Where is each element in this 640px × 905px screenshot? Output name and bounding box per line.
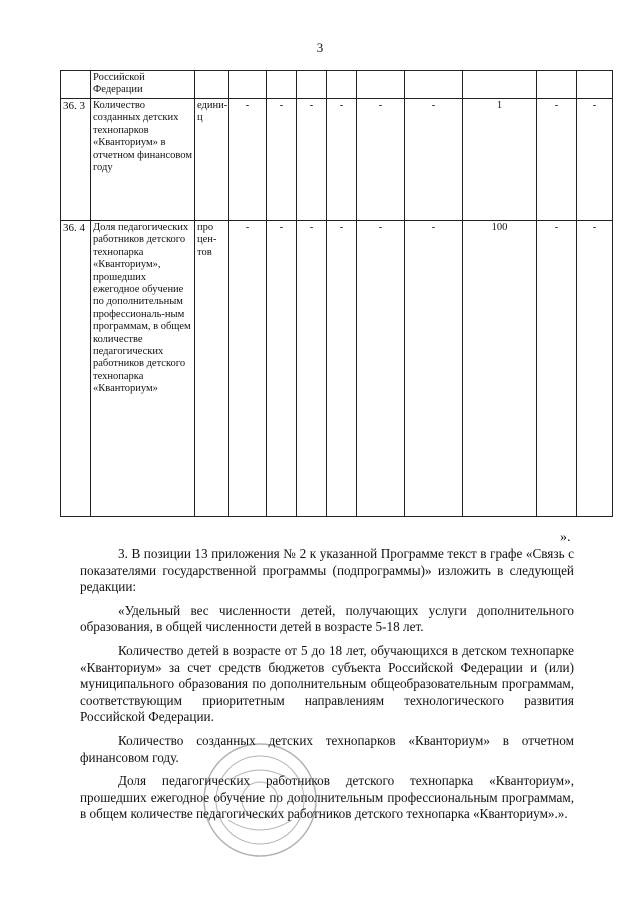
table-cell-name: Доля педагогических работников детского технопарка «Кванториум», прошедших ежегодное обучение по дополнительным профессиональ-ным программам, в общем количестве педагогических работников детского технопарка «Кванториум»: [91, 221, 195, 517]
table-cell-number: 36. 4: [61, 221, 91, 517]
table-cell-value: 100: [463, 221, 537, 517]
table-cell-value: -: [405, 221, 463, 517]
indicators-table: [60, 70, 613, 517]
table-cell-value: -: [327, 221, 357, 517]
table-cell-value: -: [297, 221, 327, 517]
table-cell-value: -: [577, 221, 613, 517]
paragraph: «Удельный вес численности детей, получающих услуги дополнительного образования, в общей численности детей в возрасте 5-18 лет.: [80, 602, 574, 635]
table-cell-value: 1: [463, 99, 537, 221]
table-cell-name: Российской Федерации: [91, 71, 195, 99]
table-cell-value: -: [577, 99, 613, 221]
table-cell-value: -: [405, 99, 463, 221]
table-cell-number: 36. 3: [61, 99, 91, 221]
table-cell-value: -: [267, 99, 297, 221]
table-cell-value: -: [267, 221, 297, 517]
table-row: [61, 221, 613, 517]
table-cell-value: -: [357, 221, 405, 517]
table-cell-unit: про цен-тов: [195, 221, 229, 517]
table-cell-value: -: [537, 99, 577, 221]
table-cell-value: -: [327, 99, 357, 221]
paragraph: 3. В позиции 13 приложения № 2 к указанной Программе текст в графе «Связь с показателями государственной программы (подпрограммы)» изложить в следующей редакции:: [80, 546, 574, 595]
table-cell-value: -: [357, 99, 405, 221]
table-cell-value: -: [297, 99, 327, 221]
table-row: [61, 71, 613, 99]
seal-stamp-icon: [200, 740, 320, 860]
table-cell-unit: едини-ц: [195, 99, 229, 221]
closing-quote: ».: [560, 530, 571, 545]
paragraph: Доля педагогических работников детского технопарка «Кванториум», прошедших ежегодное обучение по дополнительным профессиональным программам, в общем количестве педагогических работников детского технопарка «Кванториум».».: [80, 773, 574, 822]
body-text: [80, 546, 574, 830]
table-cell-value: -: [229, 99, 267, 221]
paragraph: Количество детей в возрасте от 5 до 18 лет, обучающихся в детском технопарке «Кванториум» за счет средств бюджетов субъекта Российской Федерации и (или) муниципального образования по дополнительным общеобразовательным программам, соответствующим приоритетным направлениям технологического развития Российской Федерации.: [80, 642, 574, 725]
paragraph: Количество созданных детских технопарков «Кванториум» в отчетном финансовом году.: [80, 732, 574, 765]
table-cell-value: -: [229, 221, 267, 517]
table-cell-value: -: [537, 221, 577, 517]
table-cell-name: Количество созданных детских технопарков «Кванториум» в отчетном финансовом году: [91, 99, 195, 221]
table-row: [61, 99, 613, 221]
page-number: 3: [316, 40, 324, 55]
